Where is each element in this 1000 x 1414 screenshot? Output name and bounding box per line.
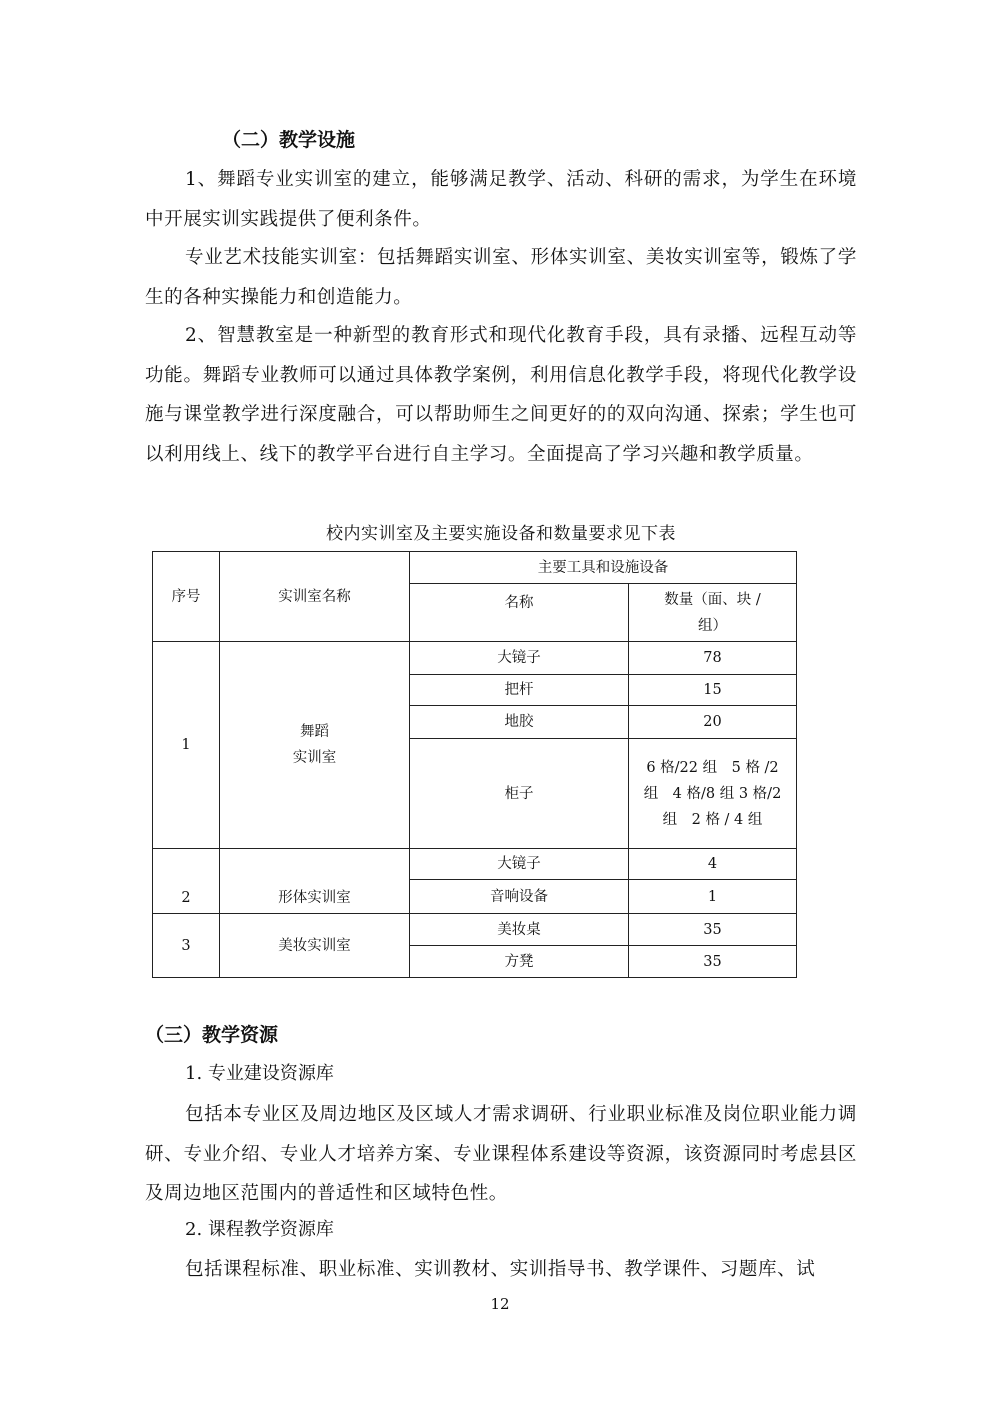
table-header-row [153, 552, 797, 584]
item-name: 把杆 [410, 675, 629, 706]
item-quantity: 78 [629, 642, 797, 675]
header-tools-group: 主要工具和设施设备 [410, 552, 797, 584]
table-caption: 校内实训室及主要实施设备和数量要求见下表 [326, 524, 676, 544]
section-heading-facilities: （二）教学设施 [222, 129, 356, 151]
item-quantity: 15 [629, 675, 797, 706]
equipment-table [152, 551, 797, 978]
subheading-course-resource-library: 2. 课程教学资源库 [185, 1219, 334, 1240]
paragraph-dance-training-room: 1、舞蹈专业实训室的建立，能够满足教学、活动、科研的需求，为学生在环境中开展实训实践提供了便利条件。 [145, 169, 857, 230]
item-name: 地胶 [410, 706, 629, 739]
room-name: 舞蹈 实训室 [220, 642, 410, 849]
item-name: 大镜子 [410, 849, 629, 880]
header-seq: 序号 [153, 552, 220, 642]
item-name: 音响设备 [410, 880, 629, 914]
paragraph-professional-resources: 包括本专业区及周边地区及区域人才需求调研、行业职业标准及岗位职业能力调研、专业介绍、专业人才培养方案、专业课程体系建设等资源，该资源同时考虑县区及周边地区范围内的普适性和区域特色性。 [145, 1104, 857, 1204]
paragraph-art-skill-rooms: 专业艺术技能实训室：包括舞蹈实训室、形体实训室、美妆实训室等，锻炼了学生的各种实操能力和创造能力。 [145, 247, 857, 308]
item-name: 柜子 [410, 739, 629, 849]
page-number: 12 [490, 1295, 510, 1313]
item-quantity: 35 [629, 914, 797, 946]
item-quantity: 35 [629, 946, 797, 978]
section-heading-resources: （三）教学资源 [145, 1024, 279, 1046]
header-item-name: 名称 [410, 584, 629, 642]
room-seq: 1 [153, 642, 220, 849]
paragraph-smart-classroom: 2、智慧教室是一种新型的教育形式和现代化教育手段，具有录播、远程互动等功能。舞蹈专业教师可以通过具体教学案例，利用信息化教学手段，将现代化教学设施与课堂教学进行深度融合，可以帮助师生之间更好的的双向沟通、探索；学生也可以利用线上、线下的教学平台进行自主学习。全面提高了学习兴趣和教学质量。 [145, 325, 857, 465]
item-quantity: 1 [629, 880, 797, 914]
item-name: 美妆桌 [410, 914, 629, 946]
room-seq: 2 [153, 849, 220, 914]
room-seq: 3 [153, 914, 220, 978]
paragraph-course-resources: 包括课程标准、职业标准、实训教材、实训指导书、教学课件、习题库、试 [185, 1259, 816, 1280]
item-quantity: 6 格/22 组 5 格 /2 组 4 格/8 组 3 格/2 组 2 格 / 4 组 [629, 739, 797, 849]
item-name: 方凳 [410, 946, 629, 978]
item-quantity: 4 [629, 849, 797, 880]
room-name: 美妆实训室 [220, 914, 410, 978]
header-room-name: 实训室名称 [220, 552, 410, 642]
room-name: 形体实训室 [220, 849, 410, 914]
item-name: 大镜子 [410, 642, 629, 675]
item-quantity: 20 [629, 706, 797, 739]
table-row [153, 849, 797, 880]
subheading-professional-resource-library: 1. 专业建设资源库 [185, 1063, 334, 1084]
table-row [153, 914, 797, 946]
header-quantity: 数量（面、块 / 组） [629, 584, 797, 642]
table-row [153, 642, 797, 675]
